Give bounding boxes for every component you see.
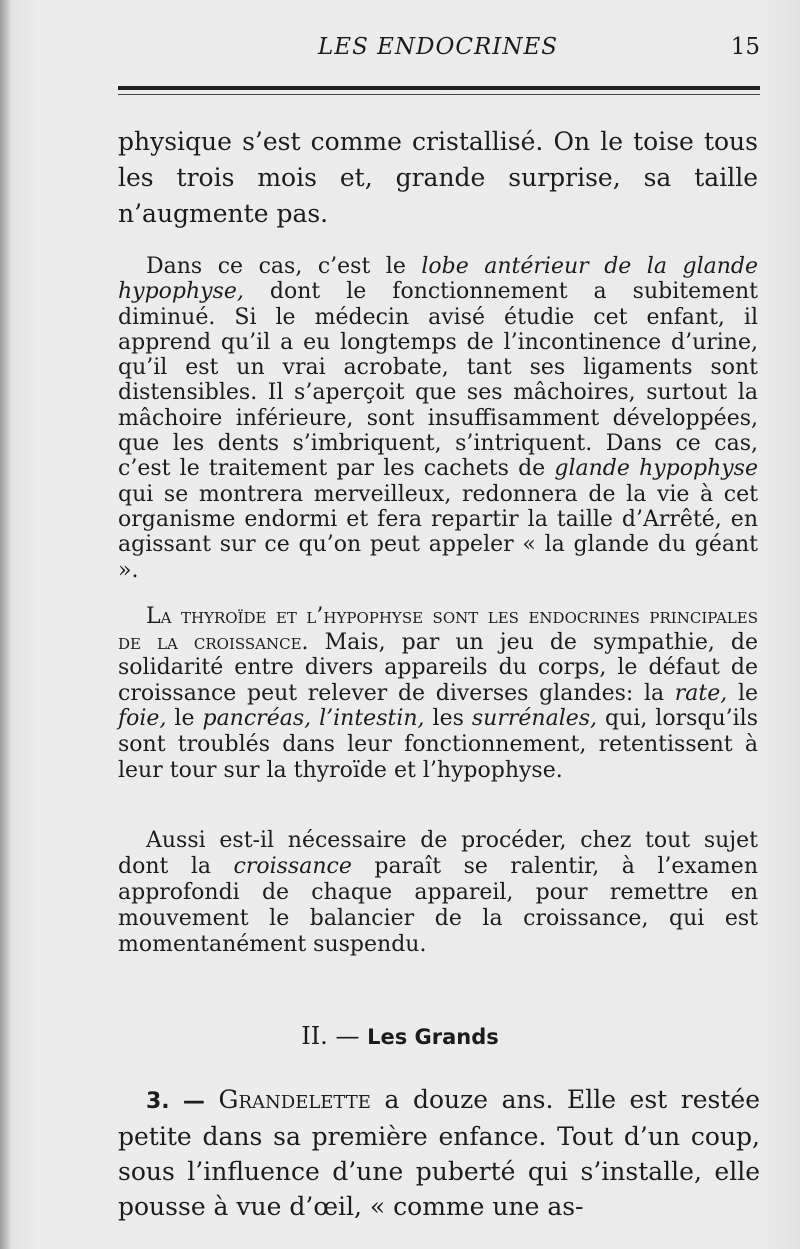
paragraph-1: physique s’est comme cristallisé. On le toise tous les trois mois et, grande surprise, sa taille n’augmente pas. bbox=[118, 127, 758, 228]
emphasis-rate: rate, bbox=[674, 680, 728, 706]
paragraph-2-emphasis-lobe: lobe antérieur de la glande hypophyse, bbox=[118, 254, 758, 305]
paragraph-2-text: dont le fonctionnement a subitement diminué. Si le médecin avisé étudie cet enfant, il apprend qu’il a eu longtemps de l’incontinence d’urine, qu’il est un vrai acrobate, tant ses ligaments sont distensibles. Il s’aperçoit que ses mâchoires, surtout la mâchoire inférieure, sont insuffisamment développées, que les dents s’imbriquent, s’intriquent. Dans ce cas, c’est le traitement par les cachets de bbox=[118, 279, 758, 482]
paragraph-3-text: le bbox=[166, 706, 203, 732]
paragraph-3-text: les bbox=[424, 706, 472, 732]
paragraph-3-text: Mais, par un jeu de sympathie, de solidarité entre divers appareils du corps, le défaut de croissance peut relever de diverses glandes: la bbox=[118, 629, 758, 706]
paragraph-3-text: le bbox=[727, 680, 758, 706]
case-name: Grandelette bbox=[218, 1085, 371, 1114]
paragraph-4-text: Aussi est-il nécessaire de procéder, chez tout sujet dont la bbox=[118, 828, 758, 879]
paragraph-3-text bbox=[311, 706, 319, 731]
paragraph-3-text: qui, lorsqu’ils sont troublés dans leur fonctionnement, retentissent à leur tour sur la thyroïde et l’hypophyse. bbox=[118, 706, 758, 783]
paragraph-4-text: paraît se ralentir, à l’examen approfondi de chaque appareil, pour remettre en mouvement le balancier de la croissance, qui est momentanément suspendu. bbox=[118, 854, 758, 957]
section-title: Les Grands bbox=[367, 1025, 499, 1049]
paragraph-2 bbox=[118, 254, 758, 583]
paragraph-4 bbox=[118, 828, 758, 958]
case-text: a douze ans. Elle est restée petite dans sa première enfance. Tout d’un coup, sous l’influence d’une puberté qui s’installe, elle pousse à vue d’œil, « comme une as- bbox=[118, 1085, 760, 1221]
paragraph-3 bbox=[118, 604, 758, 783]
paragraph-3-smallcaps-lead: La thyroïde et l’hypophyse sont les endocrines principales de la croissance. bbox=[118, 604, 758, 655]
running-title: LES ENDOCRINES bbox=[318, 34, 559, 60]
header-rule-thick bbox=[118, 86, 760, 90]
paragraph-2-text: Dans ce cas, c’est le bbox=[146, 254, 422, 279]
page-header bbox=[118, 34, 760, 68]
case-paragraph bbox=[118, 1082, 760, 1224]
paragraph-2-text: qui se montrera merveilleux, redonnera de la vie à cet organisme endormi et fera repartir la taille d’Arrêté, en agissant sur ce qu’on peut appeler « la glande du géant ». bbox=[118, 481, 758, 583]
page-spine-shadow bbox=[0, 0, 10, 1249]
emphasis-intestin: l’intestin, bbox=[319, 706, 425, 732]
section-heading bbox=[0, 1022, 800, 1050]
page-number: 15 bbox=[730, 34, 760, 60]
case-number: 3. — bbox=[146, 1089, 205, 1114]
emphasis-pancreas: pancréas, bbox=[202, 706, 312, 732]
header-rule-thin bbox=[118, 94, 760, 95]
section-numeral: II. — bbox=[301, 1022, 360, 1050]
emphasis-croissance: croissance bbox=[233, 854, 352, 879]
emphasis-foie: foie, bbox=[118, 706, 167, 732]
paragraph-2-emphasis-glande: glande hypophyse bbox=[554, 456, 758, 482]
emphasis-surrenales: surrénales, bbox=[471, 706, 598, 732]
